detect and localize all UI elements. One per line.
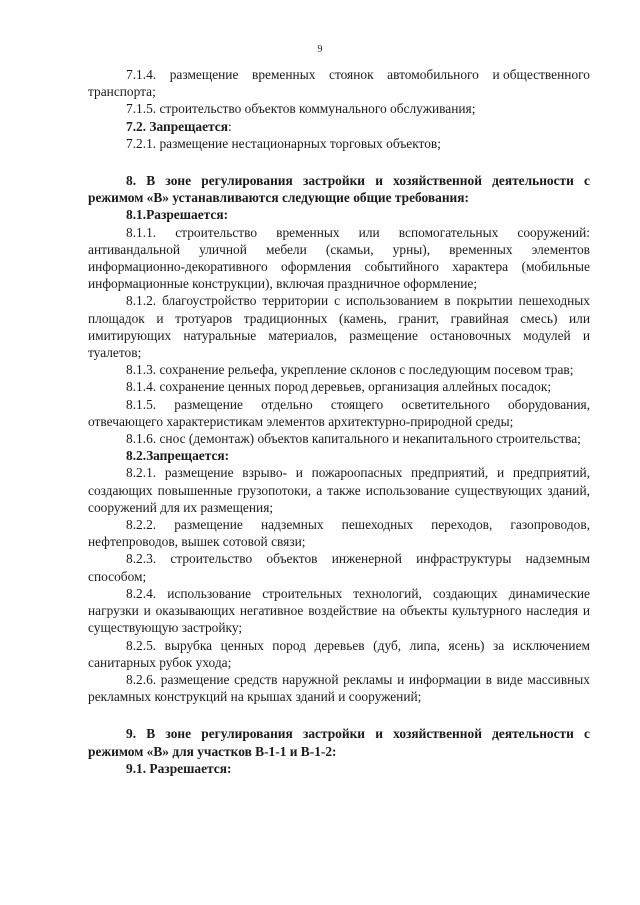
paragraph-8-2-6: 8.2.6. размещение средств наружной рекламы и информации в виде массивных рекламных конструкций на крышах зданий и сооружений; (88, 671, 590, 705)
section-spacer (88, 705, 590, 725)
heading-7-2-colon: : (228, 118, 232, 134)
paragraph-7-2-1: 7.2.1. размещение нестационарных торговых объектов; (126, 135, 441, 151)
paragraph-7-1-4: 7.1.4. размещение временных стоянок автомобильного и общественного транспорта; (88, 67, 590, 100)
paragraph-8-1-3: 8.1.3. сохранение рельефа, укрепление склонов с последующим посевом трав; (126, 362, 574, 378)
paragraph-8-1-6: 8.1.6. снос (демонтаж) объектов капитального и некапитального строительства; (126, 431, 581, 447)
section-spacer (88, 152, 590, 172)
paragraph-8-2-5: 8.2.5. вырубка ценных пород деревьев (дуб, липа, ясень) за исключением санитарных рубок ухода; (88, 637, 590, 670)
heading-8-1: 8.1.Разрешается: (126, 207, 229, 223)
page-number: 9 (317, 44, 323, 55)
heading-7-2 (88, 118, 590, 135)
paragraph-8-2-4: 8.2.4. использование строительных технологий, создающих динамические нагрузки и оказывающих негативное воздействие на объекты культурного наследия и существующую застройку; (88, 585, 590, 636)
paragraph-8-2-1: 8.2.1. размещение взрыво- и пожароопасных предприятий, и предприятий, создающих повышенные грузопотоки, а также использование существующих зданий, сооружений для их размещения; (88, 465, 590, 515)
paragraph-8-1-4: 8.1.4. сохранение ценных пород деревьев, организация аллейных посадок; (126, 379, 552, 395)
paragraph-8-2-2: 8.2.2. размещение надземных пешеходных переходов, газопроводов, нефтепроводов, вышек сотовой связи; (88, 517, 590, 550)
paragraph-8-2-3: 8.2.3. строительство объектов инженерной инфраструктуры надземным способом; (88, 551, 590, 584)
heading-section-8: 8. В зоне регулирования застройки и хозяйственной деятельности с режимом «В» устанавливаются следующие общие требования: (88, 173, 590, 206)
heading-8-2: 8.2.Запрещается: (126, 448, 230, 464)
paragraph-8-1-1: 8.1.1. строительство временных или вспомогательных сооружений: антивандальной уличной мебели (скамьи, урны), временных элементов информационно-декоративного оформления событийного характера (мобильные информационные конструкции), включая праздничное оформление; (88, 224, 590, 292)
document-body (88, 66, 590, 777)
paragraph-8-1-2: 8.1.2. благоустройство территории с использованием в покрытии пешеходных площадок и тротуаров традиционных (камень, гранит, гравийная смесь) или имитирующих натуральные материалов, размещение остановочных модулей и туалетов; (88, 293, 590, 361)
heading-7-2-text: 7.2. Запрещается (126, 118, 228, 134)
paragraph-8-1-5: 8.1.5. размещение отдельно стоящего осветительного оборудования, отвечающего характеристикам элементов архитектурно-природной среды; (88, 396, 590, 429)
heading-9-1: 9.1. Разрешается: (126, 760, 232, 776)
heading-section-9: 9. В зоне регулирования застройки и хозяйственной деятельности с режимом «В» для участков В-1-1 и В-1-2: (88, 726, 590, 759)
paragraph-7-1-5: 7.1.5. строительство объектов коммунального обслуживания; (126, 101, 476, 117)
